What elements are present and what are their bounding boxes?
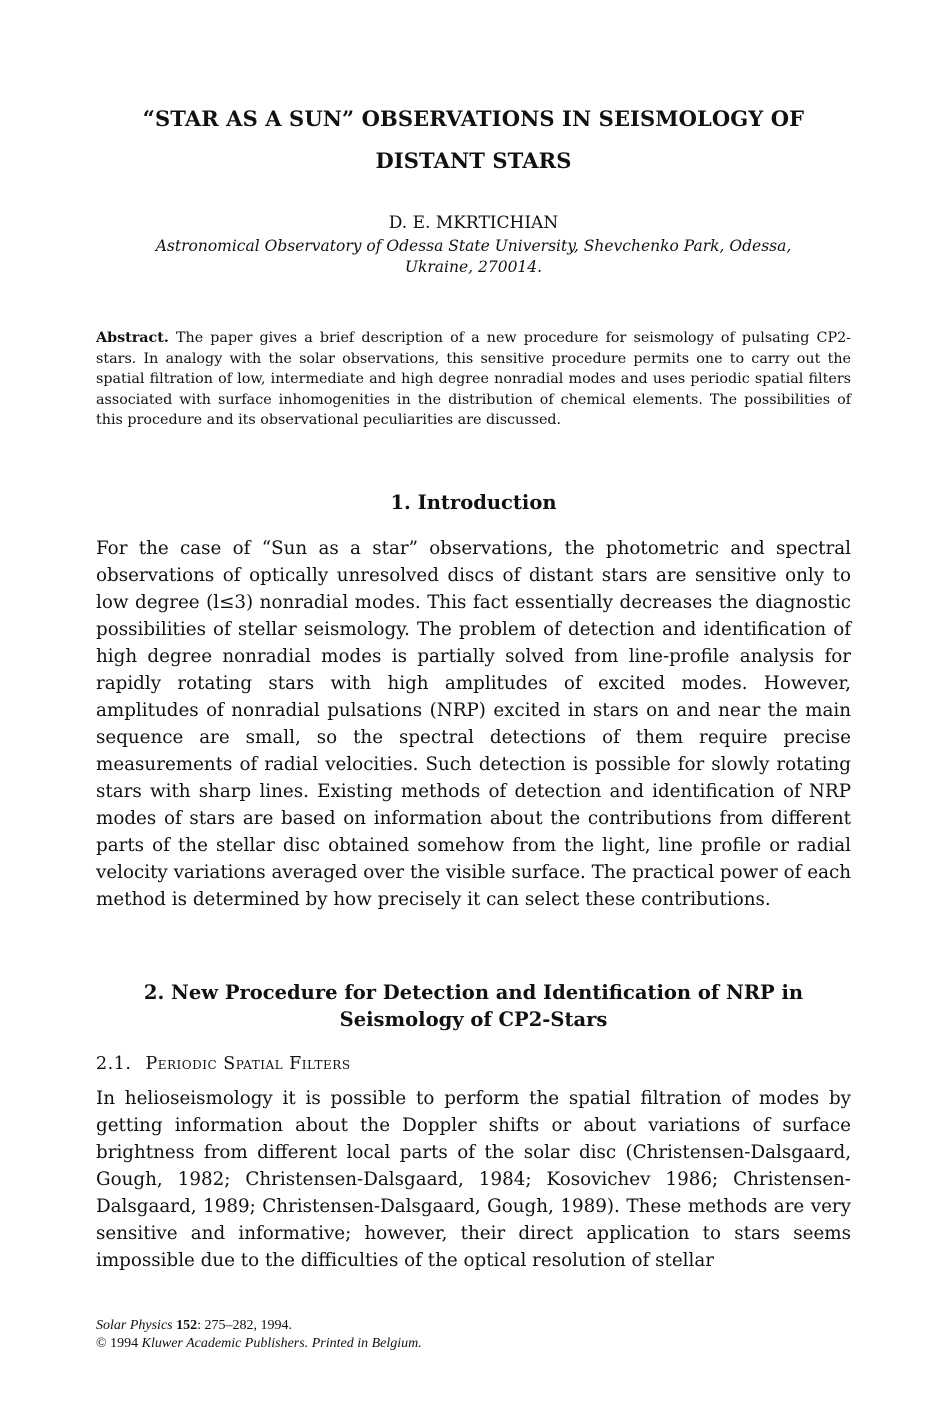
journal-name: Solar Physics	[96, 1318, 173, 1333]
section-2-heading-line-1: 2. New Procedure for Detection and Identification of NRP in	[143, 981, 804, 1004]
publisher-text: Kluwer Academic Publishers. Printed in Belgium.	[141, 1336, 422, 1351]
copyright-line	[96, 1335, 851, 1353]
journal-volume: 152	[176, 1318, 198, 1333]
affiliation-line-2: Ukraine, 270014.	[404, 258, 543, 276]
abstract-text: The paper gives a brief description of a new procedure for seismology of pulsating CP2-stars. In analogy with the solar observations, this sensitive procedure permits one to carry out the spatial filtration of low, intermediate and high degree nonradial modes and uses periodic spatial filters associated with surface inhomogenities in the distribution of chemical elements. The possibilities of this procedure and its observational peculiarities are discussed.	[96, 330, 851, 429]
author-affiliation	[116, 236, 831, 278]
title-line-2: DISTANT STARS	[375, 148, 572, 173]
section-2-heading	[96, 979, 851, 1034]
copyright-year: 1994	[106, 1336, 142, 1351]
title-line-1: “STAR AS A SUN” OBSERVATIONS IN SEISMOLOGY OF	[142, 106, 805, 131]
section-2-heading-line-2: Seismology of CP2-Stars	[339, 1008, 608, 1031]
section-1-heading: 1. Introduction	[390, 491, 557, 514]
copyright-symbol: ©	[96, 1336, 107, 1351]
subsection-2-1-text: In helioseismology it is possible to perform the spatial filtration of modes by getting information about the Doppler shifts or about variations of surface brightness from different local parts of the solar disc (Christensen-Dalsgaard, Gough, 1982; Christensen-Dalsgaard, 1984; Kosovichev 1986; Christensen-Dalsgaard, 1989; Christensen-Dalsgaard, Gough, 1989). These methods are very sensitive and informative; however, their direct application to stars seems impossible due to the difficulties of the optical resolution of stellar	[96, 1088, 851, 1271]
citation-line	[96, 1317, 851, 1335]
abstract	[96, 328, 851, 431]
abstract-label: Abstract.	[96, 330, 169, 346]
affiliation-line-1: Astronomical Observatory of Odessa State University, Shevchenko Park, Odessa,	[155, 237, 792, 255]
page-footer	[96, 1317, 851, 1353]
author-name: D. E. MKRTICHIAN	[388, 213, 559, 233]
section-1-text: For the case of “Sun as a star” observations, the photometric and spectral observations of optically unresolved discs of distant stars are sensitive only to low degree (l≤3) nonradial modes. This fact essentially decreases the diagnostic possibilities of stellar seismology. The problem of detection and identification of high degree nonradial modes is partially solved from line-profile analysis for rapidly rotating stars with high amplitudes of excited modes. However, amplitudes of nonradial pulsations (NRP) excited in stars on and near the main sequence are small, so the spectral detections of them require precise measurements of radial velocities. Such detection is possible for slowly rotating stars with sharp lines. Existing methods of detection and identification of NRP modes of stars are based on information about the contributions from different parts of the stellar disc obtained somehow from the light, line profile or radial velocity variations averaged over the visible surface. The practical power of each method is determined by how precisely it can select these contributions.	[96, 538, 851, 910]
subsection-number: 2.1.	[96, 1054, 132, 1074]
paper-title	[96, 98, 851, 182]
subsection-title: Periodic Spatial Filters	[145, 1054, 351, 1074]
journal-pages: : 275–282, 1994.	[197, 1318, 292, 1333]
subsection-2-1-heading	[96, 1051, 351, 1077]
